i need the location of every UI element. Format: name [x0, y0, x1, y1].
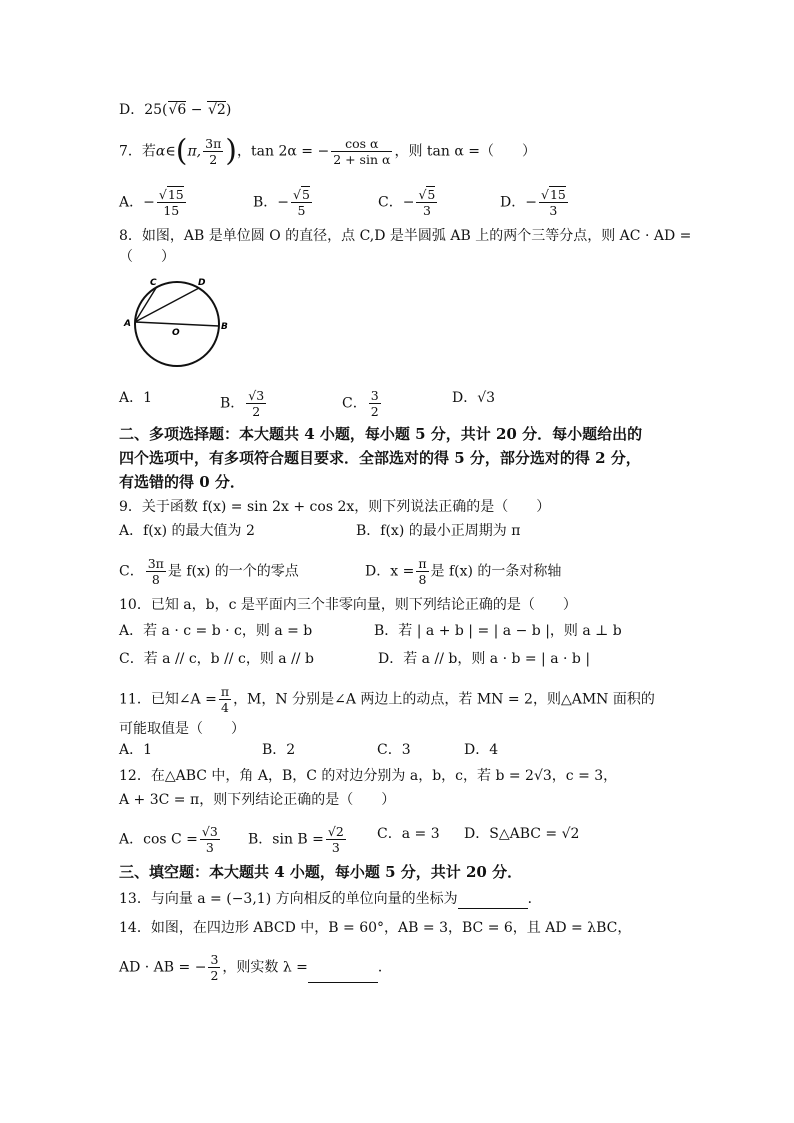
q7-frac-den: 2 + sin α	[333, 152, 391, 167]
q9-d-num: π	[418, 556, 427, 571]
q7-tail: ，则 tan α =（ ）	[394, 143, 536, 160]
q9-d-den: 8	[418, 572, 427, 587]
q9-option-a[interactable]: A．f(x) 的最大值为 2	[119, 523, 255, 539]
q7-b-frac	[291, 187, 312, 218]
q6-option-d: D．25(√6 − √2)	[119, 102, 232, 118]
q7-c-frac	[416, 187, 437, 218]
section2-line2: 四个选项中，有多项符合题目要求．全部选对的得 5 分，部分选对的得 2 分，	[119, 449, 641, 467]
q7-interval-frac	[203, 136, 223, 167]
q12-b-frac	[326, 824, 346, 855]
q7-d-frac	[539, 187, 568, 218]
q14-line2-a: AD · AB = −	[119, 959, 207, 976]
q8-b-num: √3	[248, 388, 265, 403]
q11-option-b[interactable]: B．2	[262, 742, 296, 758]
q10-stem: 10．已知 a，b，c 是平面内三个非零向量，则下列结论正确的是（ ）	[119, 597, 577, 613]
q9-d-label: D．x =	[365, 563, 415, 580]
q12-option-b[interactable]	[248, 824, 348, 855]
q13-stem	[119, 889, 542, 909]
q11-num: π	[220, 684, 230, 699]
q12-stem-line1: 12．在△ABC 中，角 A，B，C 的对边分别为 a，b，c，若 b = 2√3，c = 3，	[119, 768, 618, 784]
q12-option-a[interactable]	[119, 824, 222, 855]
q10-option-b[interactable]: B．若 | a + b | = | a − b |，则 a ⊥ b	[374, 623, 622, 639]
q9-d-tail: 是 f(x) 的一条对称轴	[430, 563, 562, 580]
q7-d-num: √15	[540, 187, 566, 202]
q7-option-c[interactable]	[378, 187, 439, 218]
q8-option-b[interactable]	[220, 388, 268, 419]
sqrt6: √6	[168, 102, 187, 118]
q14-stem-line1: 14．如图，在四边形 ABCD 中，B = 60°，AB = 3，BC = 6，且 AD = λBC，	[119, 920, 632, 936]
q7-b-label: B．−	[253, 194, 290, 211]
section2-line3: 有选错的得 0 分．	[119, 473, 245, 491]
label-c: C	[150, 278, 157, 288]
q12-a-num: √3	[201, 824, 218, 839]
q8-option-d[interactable]: D．√3	[452, 390, 496, 406]
q7-a-num: √15	[158, 187, 184, 202]
q14-stem-line2	[119, 952, 392, 983]
q8-b-label: B．	[220, 395, 245, 412]
section2-line1: 二、多项选择题：本大题共 4 小题，每小题 5 分，共计 20 分．每小题给出的	[119, 425, 643, 443]
q11-stem-a: 11．已知∠A =	[119, 691, 217, 708]
q12-b-label: B．sin B =	[248, 831, 324, 848]
q7-d-radicand: 15	[549, 187, 566, 202]
label-a: A	[124, 319, 131, 329]
q11-option-d[interactable]: D．4	[464, 742, 499, 758]
q14-answer-blank[interactable]	[308, 968, 378, 983]
q7-b-radicand: 5	[302, 187, 310, 202]
q7-b-num: √5	[293, 187, 310, 202]
q9-option-b[interactable]: B．f(x) 的最小正周期为 π	[356, 523, 521, 539]
q8-c-frac	[369, 388, 381, 419]
q10-option-c[interactable]: C．若 a // c，b // c，则 a // b	[119, 651, 314, 667]
q8-c-label: C．	[342, 395, 367, 412]
q11-stem-b: ，M，N 分别是∠A 两边上的动点，若 MN = 2，则△AMN 面积的	[233, 691, 655, 708]
q7-interval: π,	[187, 143, 202, 160]
q6-d-label: D．25(	[119, 102, 168, 118]
q7-d-den: 3	[549, 203, 558, 218]
q14-tail: ．	[377, 959, 392, 976]
q7-num: 7．若	[119, 143, 156, 160]
q7-d-label: D．−	[500, 194, 537, 211]
q10-option-a[interactable]: A．若 a · c = b · c，则 a = b	[119, 623, 313, 639]
q7-c-label: C．−	[378, 194, 415, 211]
q6-d-tail: )	[225, 102, 232, 118]
paren-right: )	[225, 133, 238, 169]
q7-stem	[119, 133, 536, 169]
q7-cond: α∈	[155, 143, 176, 160]
paren-left: (	[175, 133, 188, 169]
q13-tail: ．	[527, 891, 542, 907]
q11-den: 4	[220, 700, 229, 715]
q7-interval-den: 2	[209, 152, 218, 167]
q9-option-d[interactable]	[365, 556, 561, 587]
label-o: O	[172, 328, 180, 338]
q8-stem-line1: 8．如图，AB 是单位圆 O 的直径，点 C,D 是半圆弧 AB 上的两个三等分点，则 AC · AD =	[119, 228, 692, 244]
q12-option-d[interactable]: D．S△ABC = √2	[464, 826, 580, 842]
q10-option-d[interactable]: D．若 a // b，则 a · b = | a · b |	[378, 651, 591, 667]
sqrt2: √2	[207, 102, 226, 118]
q7-eq: ，tan 2α = −	[237, 143, 330, 160]
q9-c-label: C．	[119, 563, 144, 580]
q8-option-a[interactable]: A．1	[119, 390, 153, 406]
q11-stem-line1	[119, 684, 655, 715]
q14-den: 2	[210, 968, 219, 983]
q14-num: 3	[210, 952, 219, 967]
q8-c-num: 3	[370, 388, 379, 403]
q13-answer-blank[interactable]	[458, 894, 528, 909]
q7-option-d[interactable]	[500, 187, 570, 218]
q8-b-den: 2	[252, 404, 261, 419]
q7-option-b[interactable]	[253, 187, 314, 218]
q7-option-a[interactable]	[119, 187, 188, 218]
q7-b-den: 5	[297, 203, 306, 218]
q9-c-num: 3π	[147, 556, 164, 571]
q12-a-frac	[200, 824, 220, 855]
q13-text: 13．与向量 a = (−3,1) 方向相反的单位向量的坐标为	[119, 891, 458, 907]
q7-a-frac	[157, 187, 186, 218]
q9-c-tail: 是 f(x) 的一个的零点	[167, 563, 299, 580]
label-b: B	[221, 322, 228, 332]
q7-frac-num: cos α	[331, 136, 392, 152]
q11-option-c[interactable]: C．3	[377, 742, 411, 758]
q12-option-c[interactable]: C．a = 3	[377, 826, 440, 842]
q7-c-radicand: 5	[427, 187, 436, 202]
section3-heading: 三、填空题：本大题共 4 小题，每小题 5 分，共计 20 分．	[119, 863, 523, 881]
q9-c-den: 8	[151, 572, 160, 587]
q9-c-frac	[146, 556, 166, 587]
q7-a-den: 15	[163, 203, 180, 218]
q7-a-radicand: 15	[167, 187, 184, 202]
q11-option-a[interactable]: A．1	[119, 742, 153, 758]
q14-line2-b: ，则实数 λ =	[222, 959, 308, 976]
q8-b-frac	[246, 388, 266, 419]
q7-c-num: √5	[418, 187, 436, 202]
q7-c-den: 3	[422, 203, 431, 218]
chord-ad	[135, 288, 199, 322]
q12-a-den: 3	[205, 840, 214, 855]
q12-b-den: 3	[331, 840, 340, 855]
q7-frac	[331, 136, 392, 167]
q11-stem-line2: 可能取值是（ ）	[119, 721, 245, 737]
q12-b-num: √2	[327, 824, 344, 839]
q11-frac	[219, 684, 231, 715]
q7-interval-num: 3π	[205, 136, 222, 151]
q12-stem-line2: A + 3C = π，则下列结论正确的是（ ）	[119, 792, 396, 808]
q12-a-label: A．cos C =	[119, 831, 198, 848]
q7-a-label: A．−	[119, 194, 155, 211]
q8-option-c[interactable]	[342, 388, 383, 419]
q8-circle-figure	[122, 274, 232, 374]
q9-option-c[interactable]	[119, 556, 299, 587]
diameter-ab	[135, 322, 219, 326]
q8-stem-line2: （ ）	[119, 249, 175, 265]
q9-d-frac	[416, 556, 428, 587]
q8-c-den: 2	[370, 404, 379, 419]
q14-frac	[208, 952, 220, 983]
q9-stem: 9．关于函数 f(x) = sin 2x + cos 2x，则下列说法正确的是（ ）	[119, 499, 551, 515]
label-d: D	[198, 278, 206, 288]
